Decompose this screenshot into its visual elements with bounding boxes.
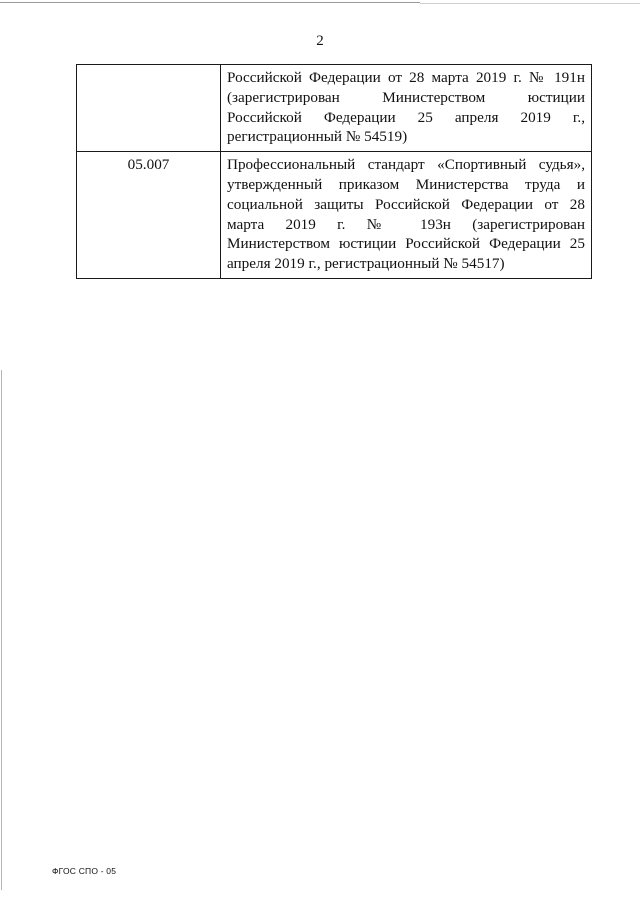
scan-edge-line — [0, 2, 420, 3]
table-row — [77, 152, 592, 279]
table-cell-code — [77, 65, 221, 152]
standards-table — [76, 64, 592, 279]
scan-edge-line — [420, 3, 640, 4]
page-number: 2 — [316, 33, 324, 49]
table-cell-text: Профессиональный стандарт «Спортивный судья», утвержденный приказом Министерства труда и социальной защиты Российской Федерации от 28 марта 2019 г. № 193н (зарегистрирован Министерством юстиции Российской Федерации 25 апреля 2019 г., регистрационный № 54517) — [221, 152, 592, 279]
page-footer: ФГОС СПО - 05 — [52, 866, 117, 876]
table-cell-code: 05.007 — [77, 152, 221, 279]
scan-edge-line — [1, 370, 2, 890]
table-cell-text: Российской Федерации от 28 марта 2019 г. № 191н (зарегистрирован Министерством юстиции Российской Федерации 25 апреля 2019 г., регистрационный № 54519) — [221, 65, 592, 152]
table-row — [77, 65, 592, 152]
